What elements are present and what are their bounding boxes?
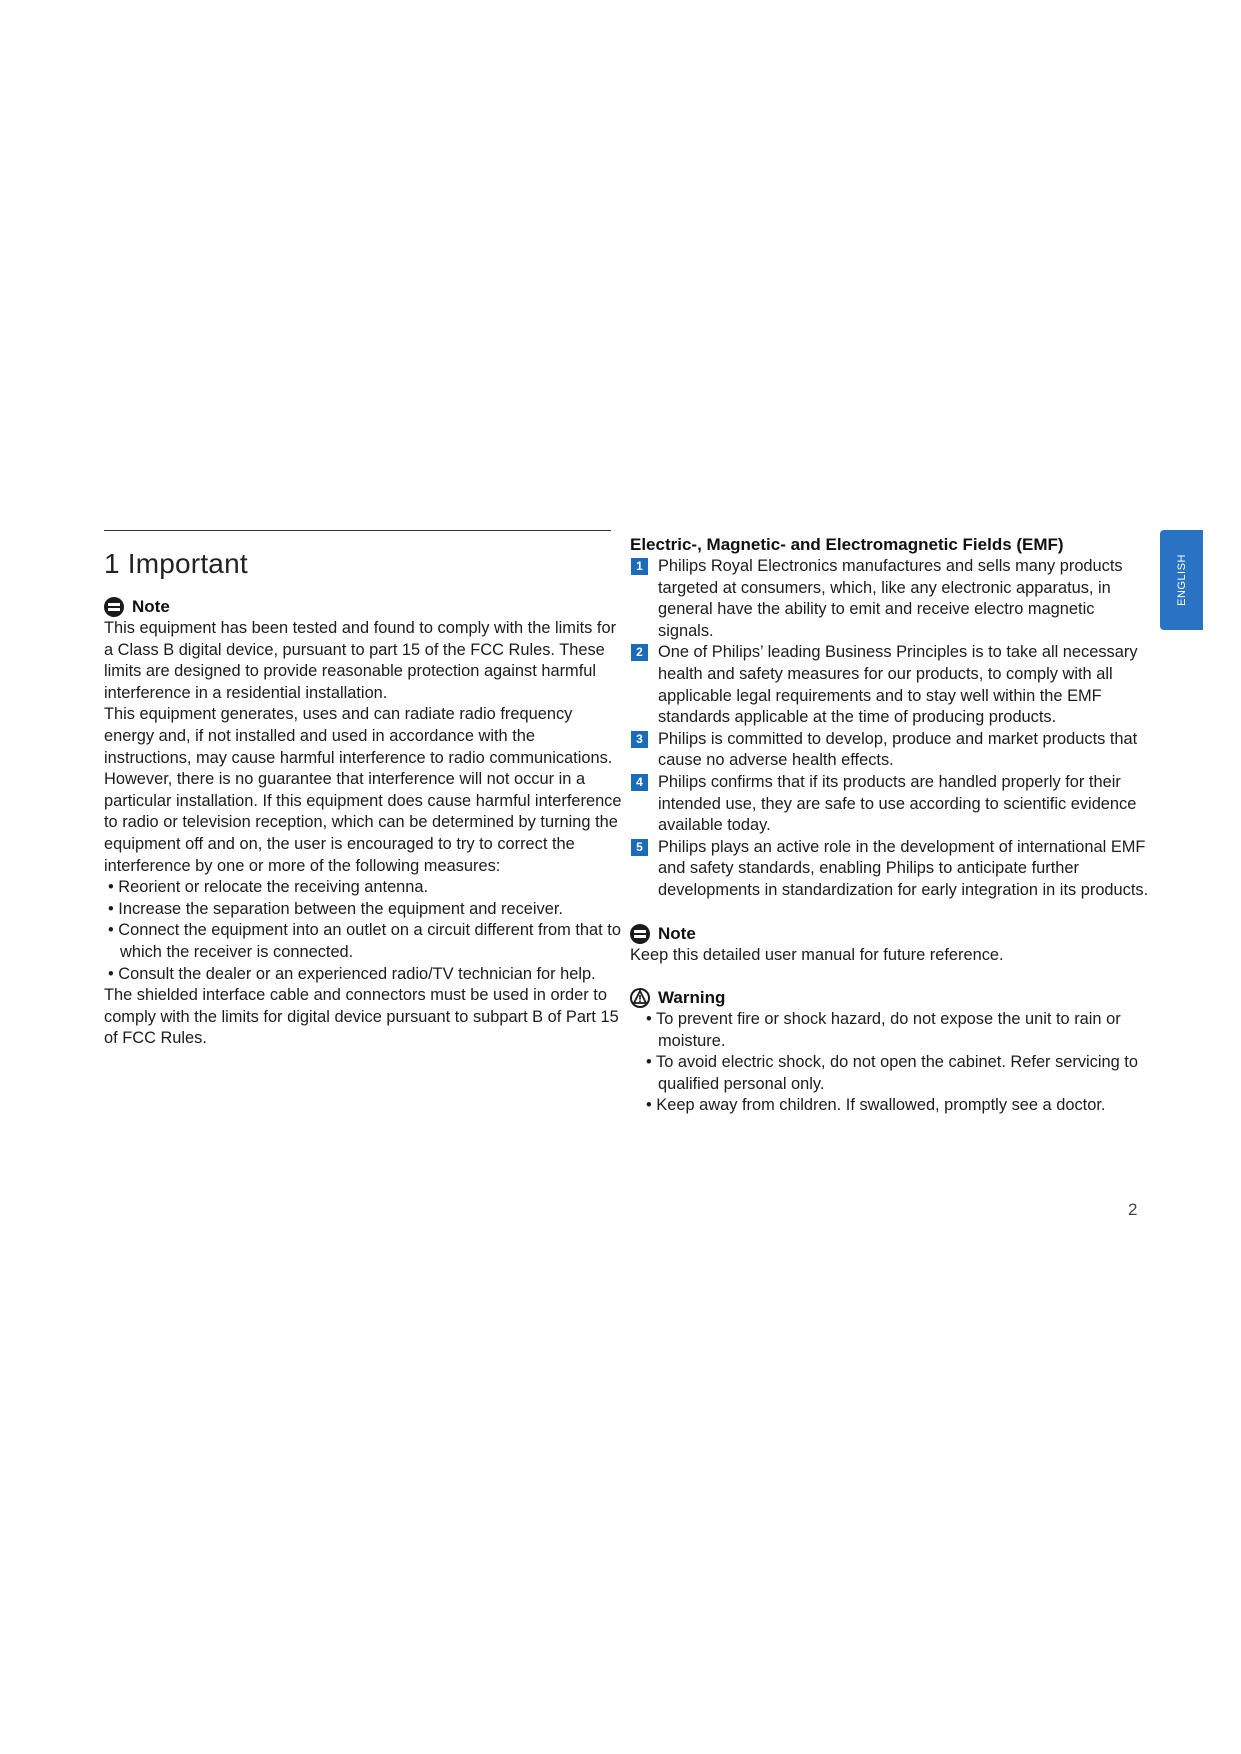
warning-bullet: • Keep away from children. If swallowed, promptly see a doctor. bbox=[646, 1096, 1106, 1115]
language-tab-label: ENGLISH bbox=[1175, 554, 1188, 606]
spacer bbox=[630, 966, 1150, 987]
fcc-paragraph-2: This equipment generates, uses and can radiate radio frequency energy and, if not installed and used in accordance with the instructions, may cause harmful interference to radio communications. However, there is no guarantee that interference will not occur in a particular installation. If this equipment does cause harmful interference to radio or television reception, which can be determined by turning the equipment off and on, the user is encouraged to try to correct the interference by one or more of the following measures: bbox=[104, 705, 622, 875]
fcc-bullet: • Connect the equipment into an outlet on a circuit different from that to which the receiver is connected. bbox=[108, 921, 621, 961]
note-heading bbox=[630, 923, 1150, 945]
emf-title: Electric-, Magnetic- and Electromagnetic Fields (EMF) bbox=[630, 535, 1064, 554]
emf-item bbox=[630, 642, 1150, 728]
note-text: Keep this detailed user manual for future reference. bbox=[630, 945, 1004, 964]
right-column bbox=[630, 534, 1150, 1117]
emf-item-number: 4 bbox=[631, 774, 648, 791]
emf-item-text: Philips is committed to develop, produce and market products that cause no adverse health effects. bbox=[658, 729, 1138, 770]
emf-item-number: 2 bbox=[631, 644, 648, 661]
emf-item bbox=[630, 729, 1150, 772]
note-icon bbox=[104, 597, 124, 617]
emf-item bbox=[630, 556, 1150, 642]
language-tab[interactable] bbox=[1160, 530, 1203, 630]
note-icon bbox=[630, 924, 650, 944]
note-heading-label: Note bbox=[132, 597, 170, 616]
emf-item-text: One of Philips’ leading Business Principles is to take all necessary health and safety measures for our products, to comply with all applicable legal requirements and to stay well within the EMF standards applicable at the time of producing products. bbox=[658, 643, 1138, 727]
fcc-bullet: • Reorient or relocate the receiving antenna. bbox=[108, 878, 429, 897]
page-number: 2 bbox=[1128, 1200, 1138, 1219]
left-column bbox=[104, 596, 624, 1050]
emf-item-text: Philips Royal Electronics manufactures and sells many products targeted at consumers, which, like any electronic apparatus, in general have the ability to emit and receive electro magnetic signals. bbox=[658, 557, 1123, 640]
emf-item-text: Philips plays an active role in the development of international EMF and safety standards, enabling Philips to anticipate further developments in standardization for early integration in its products. bbox=[658, 837, 1149, 899]
spacer bbox=[630, 902, 1150, 923]
warning-bullet: • To prevent fire or shock hazard, do not expose the unit to rain or moisture. bbox=[646, 1010, 1121, 1050]
emf-item-number: 3 bbox=[631, 731, 648, 748]
warning-bullet: • To avoid electric shock, do not open the cabinet. Refer servicing to qualified personal only. bbox=[646, 1053, 1138, 1093]
emf-item bbox=[630, 837, 1150, 902]
emf-item-text: Philips confirms that if its products are handled properly for their intended use, they are safe to use according to scientific evidence available today. bbox=[658, 772, 1137, 835]
fcc-bullet: • Increase the separation between the equipment and receiver. bbox=[108, 899, 563, 918]
warning-icon bbox=[630, 988, 650, 1008]
warning-heading bbox=[630, 987, 1150, 1009]
fcc-bullet: • Consult the dealer or an experienced radio/TV technician for help. bbox=[108, 964, 596, 983]
chapter-title: 1 Important bbox=[104, 548, 248, 579]
note-heading-label: Note bbox=[658, 923, 696, 943]
emf-item bbox=[630, 772, 1150, 837]
fcc-paragraph-1: This equipment has been tested and found to comply with the limits for a Class B digital device, pursuant to part 15 of the FCC Rules. These limits are designed to provide reasonable protection against harmful interference in a residential installation. bbox=[104, 619, 617, 702]
emf-item-number: 1 bbox=[631, 558, 648, 575]
fcc-paragraph-3: The shielded interface cable and connectors must be used in order to comply with the limits for digital device pursuant to subpart B of Part 15 of FCC Rules. bbox=[104, 986, 619, 1048]
note-heading bbox=[104, 596, 624, 618]
warning-heading-label: Warning bbox=[658, 988, 726, 1008]
emf-item-number: 5 bbox=[631, 839, 648, 856]
chapter-rule bbox=[104, 530, 611, 531]
